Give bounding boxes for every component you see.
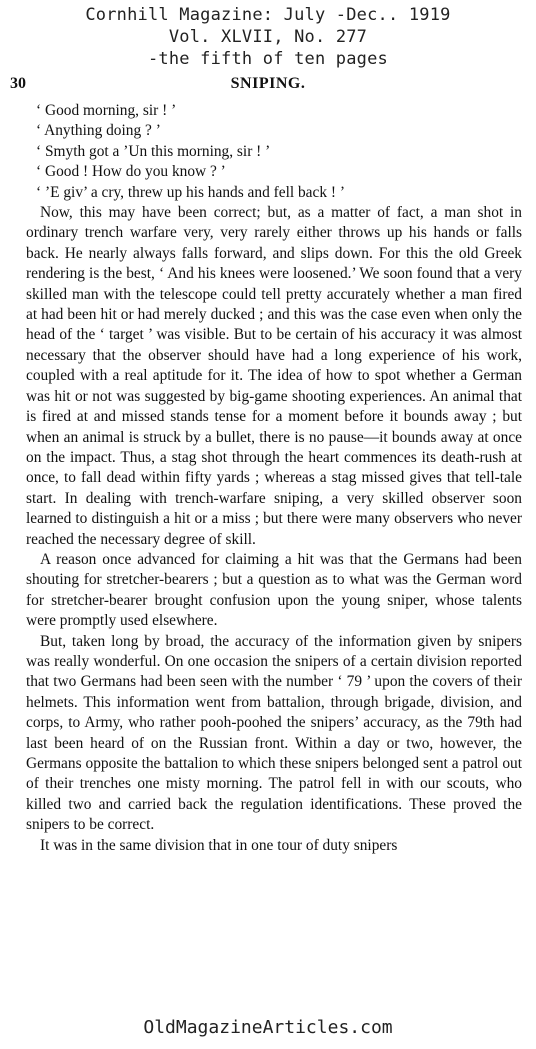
page-number: 30 — [10, 75, 26, 92]
paragraph: Now, this may have been correct; but, as a matter of fact, a man shot in ordinary trench warfare very, very rarely either throws up his hands or falls back. He nearly always falls forward, and slips down. For this the old Greek rendering is the best, ‘ And his knees were loosened.’ We soon found that a very skilled man with the telescope could tell pretty accurately whether a man fired at had been hit or had merely ducked ; and this was the case even when only the head of the ‘ target ’ was visible. But to be certain of his accuracy it was almost necessary that the observer should have had a long experience of his work, coupled with a real aptitude for it. The idea of how to spot whether a German was hit or not was suggested by big-game shooting experiences. An animal that is fired at and missed stands tense for a moment before it bounds away ; but when an animal is struck by a bullet, there is no pause—it bounds away at once on the impact. Thus, a stag shot through the heart commences its death-rush at once, to fall dead within fifty yards ; whereas a stag missed gives that tell-tale start. In dealing with trench-warfare sniping, a very skilled observer soon learned to distinguish a hit or a miss ; but there were many observers who never reached the necessary degree of skill. — [26, 204, 522, 548]
paragraph: But, taken long by broad, the accuracy of the information given by snipers was really wonderful. On one occasion the snipers of a certain division reported that two Germans had been seen with the number ‘ 79 ’ upon the covers of their helmets. This information went from battalion, through brigade, division, and corps, to Army, who rather pooh-poohed the snipers’ accuracy, as the 79th had last been heard of on the Russian front. Within a day or two, however, the Germans opposite the battalion to which these snipers belonged sent a patrol out of their trenches one misty morning. The patrol fell in with our scouts, who killed two and carried back the regulation identifications. These proved the snipers to be correct. — [26, 632, 522, 834]
header-page-note: -the fifth of ten pages — [147, 49, 388, 69]
dialogue-line: ‘ Good morning, sir ! ’ — [36, 102, 177, 119]
source-header — [0, 4, 536, 70]
article-body — [26, 101, 522, 856]
paragraph: A reason once advanced for claiming a hit was that the Germans had been shouting for stretcher-bearers ; but a question as to what was the German word for stretcher-bearer brought confusion upon the young sniper, whose talents were promptly used elsewhere. — [26, 550, 522, 630]
dialogue-line: ‘ Anything doing ? ’ — [36, 122, 161, 140]
running-title: SNIPING. — [230, 75, 306, 92]
source-footer: OldMagazineArticles.com — [143, 1017, 393, 1038]
dialogue-line: ‘ ’E giv’ a cry, threw up his hands and fell back ! ’ — [36, 183, 345, 201]
dialogue-line: ‘ Smyth got a ’Un this morning, sir ! ’ — [36, 142, 271, 160]
paragraph: It was in the same division that in one tour of duty snipers — [40, 836, 398, 854]
header-publication: Cornhill Magazine: July -Dec.. 1919 — [85, 5, 451, 25]
dialogue-line: ‘ Good ! How do you know ? ’ — [36, 163, 226, 181]
header-volume: Vol. XLVII, No. 277 — [168, 27, 368, 47]
